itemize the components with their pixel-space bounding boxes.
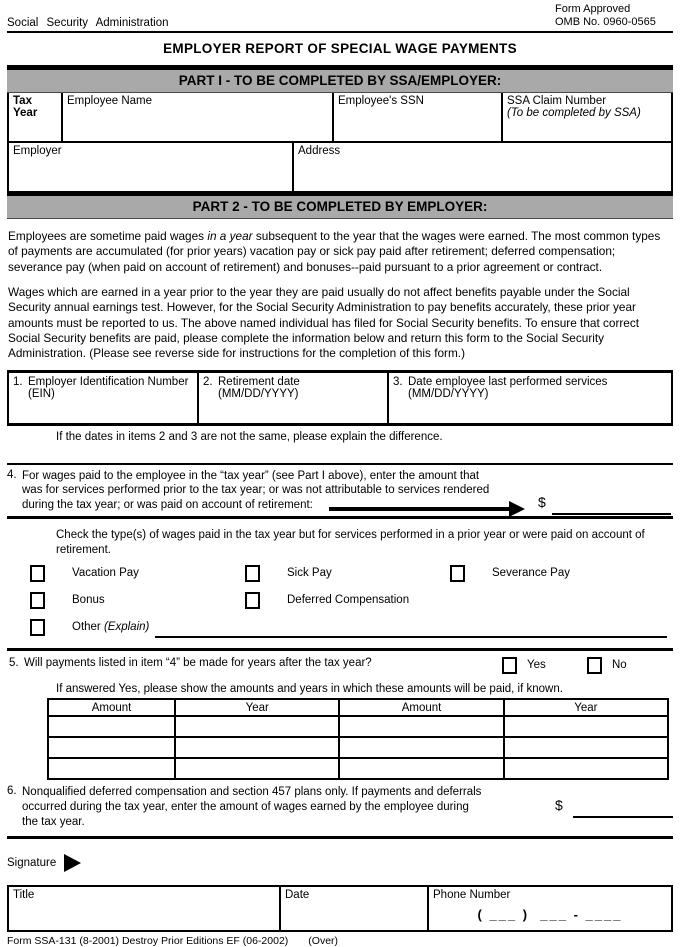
- address-field[interactable]: [292, 143, 671, 191]
- item4-line1: For wages paid to the employee in the “tax year” (see Part I above), enter the amount that: [22, 469, 480, 482]
- form-footer: [7, 935, 673, 947]
- employee-name-label: Employee Name: [67, 94, 153, 107]
- wage-types-instruction: Check the type(s) of wages paid in the tax year but for services performed in a prior year or were paid on account of retirement.: [56, 528, 645, 556]
- other-explain-input[interactable]: [155, 636, 667, 638]
- date-label: Date: [285, 889, 310, 902]
- employer-field[interactable]: [7, 143, 292, 191]
- retirement-date-field[interactable]: [197, 373, 387, 423]
- year-column-header: Year: [175, 699, 339, 716]
- wage-types-grid: [7, 560, 673, 648]
- phone-label: Phone Number: [433, 889, 511, 902]
- no-label: No: [612, 659, 627, 672]
- header-divider: [7, 31, 673, 33]
- tax-year-field[interactable]: [7, 93, 61, 143]
- over-label: (Over): [308, 935, 339, 947]
- other-explain-text: (Explain): [103, 621, 150, 634]
- arrow-right-icon-head: [509, 501, 525, 517]
- year-cell[interactable]: [175, 758, 339, 779]
- amount-cell[interactable]: [48, 716, 175, 737]
- address-label: Address: [298, 144, 341, 157]
- item5-section: [7, 648, 673, 780]
- ein-field[interactable]: [9, 373, 197, 423]
- item4-section: [7, 463, 673, 519]
- year-cell[interactable]: [175, 716, 339, 737]
- date-field[interactable]: [279, 887, 427, 930]
- other-label-text: Other: [72, 621, 101, 634]
- title-label: Title: [13, 889, 35, 902]
- last-services-date-field[interactable]: [387, 373, 671, 423]
- employee-ssn-field[interactable]: [332, 93, 501, 143]
- no-checkbox[interactable]: [587, 657, 602, 674]
- form-title: EMPLOYER REPORT OF SPECIAL WAGE PAYMENTS: [163, 40, 517, 56]
- item1-label: Employer Identification Number: [28, 375, 189, 388]
- item5-number: 5.: [9, 657, 19, 670]
- item6-section: [7, 780, 673, 839]
- amount-cell[interactable]: [339, 758, 503, 779]
- year-cell[interactable]: [175, 737, 339, 758]
- part1-row1: [7, 93, 671, 143]
- item6-line2: occurred during the tax year, enter the amount of wages earned by the employee during: [22, 801, 469, 814]
- signature-arrow-icon: [64, 854, 81, 872]
- amount-cell[interactable]: [48, 758, 175, 779]
- arrow-right-icon: [329, 507, 511, 511]
- year-cell[interactable]: [504, 737, 668, 758]
- item2-label: Retirement date: [218, 375, 300, 388]
- title-field[interactable]: [9, 887, 279, 930]
- part1-row2: [7, 143, 671, 191]
- intro-paragraph-1-rest: subsequent to the year that the wages were earned. The most common types of payments are accumulated (for prior years) vacation pay or sick pay paid after retirement; deferred compensation; severance pay (when paid on account of retirement) and bonuses--paid pursuant to a prior agreement or contract.: [8, 228, 661, 274]
- ssa-claim-number-label: SSA Claim Number: [507, 94, 607, 107]
- item6-amount-input[interactable]: [573, 816, 673, 818]
- amount-cell[interactable]: [339, 716, 503, 737]
- severance-pay-label: Severance Pay: [492, 567, 570, 580]
- form-id-label: Form SSA-131 (8-2001) Destroy Prior Editions EF (06-2002): [7, 935, 289, 947]
- form-approved-label: Form Approved: [555, 3, 631, 15]
- item6-line1: Nonqualified deferred compensation and section 457 plans only. If payments and deferrals: [22, 786, 482, 799]
- employee-ssn-label: Employee's SSN: [338, 94, 424, 107]
- item4-line3: during the tax year; or was paid on account of retirement:: [22, 498, 313, 511]
- item1-sublabel: (EIN): [28, 387, 55, 400]
- item6-line3: the tax year.: [22, 815, 85, 828]
- item6-dollar-sign: $: [555, 797, 563, 814]
- other-label: [72, 621, 149, 633]
- year-column-header-2: Year: [504, 699, 668, 716]
- item1-number: 1.: [13, 375, 23, 388]
- amount-column-header: Amount: [48, 699, 175, 716]
- intro-paragraph-2: Wages which are earned in a year prior to the year they are paid usually do not affect benefits payable under the Social Security annual earnings test. However, for the Social Security Administration to pay benefits accurately, these prior year amounts must be reported to us. The above named individual has filed for Social Security benefits. To ensure that correct Social Security benefits are paid, please complete the information below and return this form to the Social Security Administration. (Please see reverse side for instructions for the completion of this form.): [8, 284, 640, 361]
- part2-header-bar: PART 2 - TO BE COMPLETED BY EMPLOYER:: [7, 191, 673, 219]
- item5-note: If answered Yes, please show the amounts and years in which these amounts will be paid, if known.: [56, 683, 563, 696]
- items-1-3-row: [7, 370, 673, 426]
- bonus-checkbox[interactable]: [30, 592, 45, 609]
- item2-sublabel: (MM/DD/YYYY): [218, 387, 299, 400]
- vacation-pay-checkbox[interactable]: [30, 565, 45, 582]
- intro-paragraph-1-italic: in a year: [207, 228, 253, 243]
- sick-pay-label: Sick Pay: [287, 567, 332, 580]
- tax-year-label: Tax Year: [13, 94, 38, 119]
- bottom-fields-table: [7, 885, 673, 932]
- item6-number: 6.: [7, 785, 17, 798]
- amount-column-header-2: Amount: [339, 699, 503, 716]
- amount-cell[interactable]: [48, 737, 175, 758]
- sick-pay-checkbox[interactable]: [245, 565, 260, 582]
- payments-table: [47, 698, 669, 780]
- part1-fields-table: [7, 93, 673, 191]
- item3-sublabel: (MM/DD/YYYY): [408, 387, 489, 400]
- employee-name-field[interactable]: [61, 93, 332, 143]
- yes-checkbox[interactable]: [502, 657, 517, 674]
- agency-name: Social Security Administration: [7, 16, 169, 29]
- item3-number: 3.: [393, 375, 403, 388]
- deferred-compensation-checkbox[interactable]: [245, 592, 260, 609]
- form-approved-block: [555, 3, 673, 29]
- item4-dollar-sign: $: [538, 493, 546, 510]
- payments-table-header-row: [48, 699, 668, 716]
- item2-number: 2.: [203, 375, 213, 388]
- phone-number-input[interactable]: ( ___ ) ___ - ____: [477, 907, 623, 923]
- page-header: [7, 0, 673, 29]
- bonus-label: Bonus: [72, 594, 105, 607]
- payments-table-row: [48, 758, 668, 779]
- explain-difference-area[interactable]: [7, 443, 673, 460]
- intro-paragraph-1: [8, 229, 671, 275]
- amount-cell[interactable]: [339, 737, 503, 758]
- signature-label: Signature: [7, 857, 57, 870]
- ssa-claim-number-note: (To be completed by SSA): [507, 106, 641, 119]
- vacation-pay-label: Vacation Pay: [72, 567, 139, 580]
- deferred-compensation-label: Deferred Compensation: [287, 594, 410, 607]
- omb-number-label: OMB No. 0960-0565: [555, 15, 656, 28]
- ssa-claim-number-field[interactable]: [501, 93, 671, 143]
- dates-difference-note: If the dates in items 2 and 3 are not the same, please explain the difference.: [56, 430, 443, 443]
- yes-label: Yes: [527, 659, 546, 672]
- year-cell[interactable]: [504, 716, 668, 737]
- severance-pay-checkbox[interactable]: [450, 565, 465, 582]
- payments-table-row: [48, 716, 668, 737]
- item3-label: Date employee last performed services: [408, 375, 608, 388]
- phone-field[interactable]: [427, 887, 671, 930]
- other-checkbox[interactable]: [30, 619, 45, 636]
- signature-row: [7, 853, 673, 873]
- item5-question-row: [7, 657, 673, 677]
- item6-text: [22, 785, 512, 829]
- item5-question: Will payments listed in item “4” be made for years after the tax year?: [24, 657, 372, 670]
- part1-header-bar: PART I - TO BE COMPLETED BY SSA/EMPLOYER:: [7, 65, 673, 93]
- item4-line2: was for services performed prior to the tax year; or was not attributable to services rendered: [22, 484, 490, 497]
- payments-table-row: [48, 737, 668, 758]
- year-cell[interactable]: [504, 758, 668, 779]
- intro-paragraph-1-text: Employees are sometime paid wages: [8, 228, 205, 243]
- employer-label: Employer: [13, 144, 62, 157]
- item4-number: 4.: [7, 468, 17, 481]
- item4-amount-input[interactable]: [552, 513, 671, 515]
